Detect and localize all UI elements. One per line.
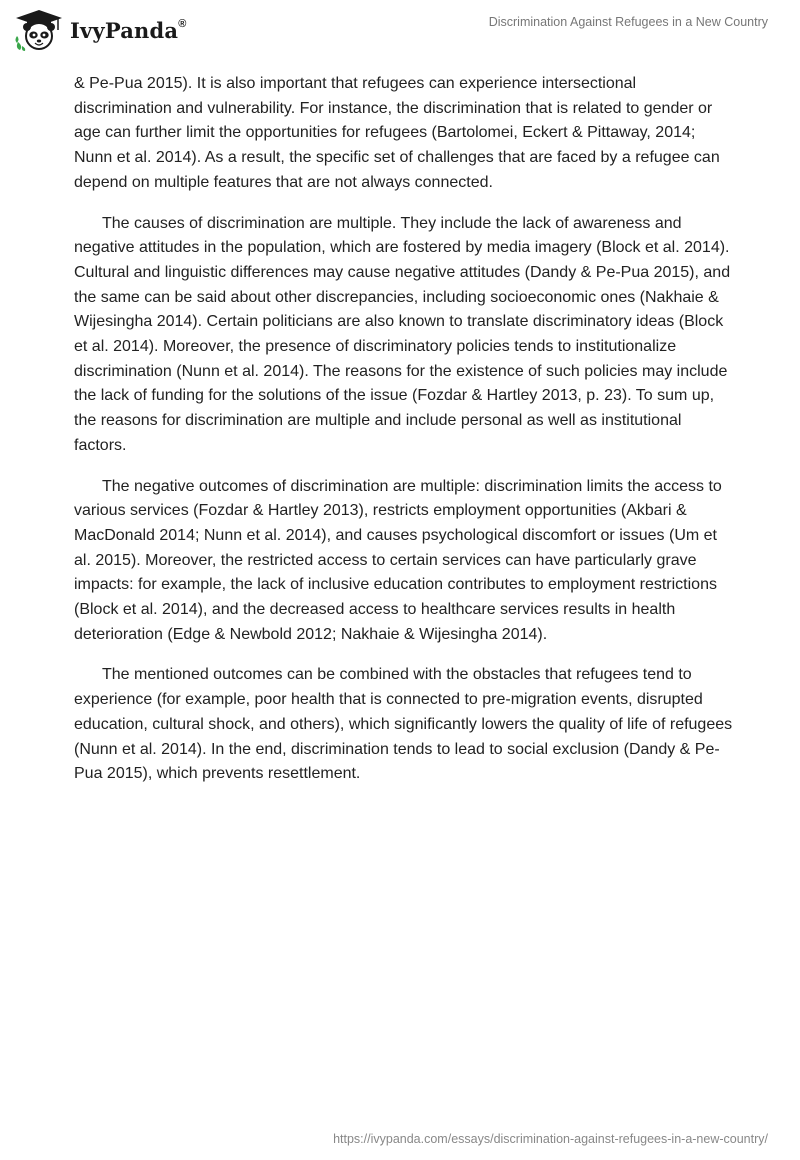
ivypanda-logo[interactable] <box>14 8 187 52</box>
paragraph-outcomes: The negative outcomes of discrimination are multiple: discrimination limits the access to various services (Fozdar & Hartley 2013), restricts employment opportunities (Akbari & MacDonald 2014; Nunn et al. 2014), and causes psychological discomfort or issues (Um et al. 2015). Moreover, the restricted access to certain services can have particularly grave impacts: for example, the lack of inclusive education contributes to employment restrictions (Block et al. 2014), and the decreased access to healthcare services results in health deterioration (Edge & Newbold 2012; Nakhaie & Wijesingha 2014). <box>74 477 722 643</box>
paragraph-continuation: & Pe-Pua 2015). It is also important that refugees can experience intersectional discrimination and vulnerability. For instance, the discrimination that is related to gender or age can further limit the opportunities for refugees (Bartolomei, Eckert & Pittaway, 2014; Nunn et al. 2014). As a result, the specific set of challenges that are faced by a refugee can depend on multiple features that are not always connected. <box>74 75 720 191</box>
panda-graduation-cap-icon <box>14 8 64 52</box>
registered-mark: ® <box>178 17 187 30</box>
logo-wordmark <box>70 18 187 43</box>
document-title: Discrimination Against Refugees in a New Country <box>488 15 768 29</box>
logo-name: IvyPanda <box>70 17 179 43</box>
source-url[interactable]: https://ivypanda.com/essays/discrimination-against-refugees-in-a-new-country/ <box>333 1132 768 1146</box>
paragraph-causes: The causes of discrimination are multiple. They include the lack of awareness and negative attitudes in the population, which are fostered by media imagery (Block et al. 2014). Cultural and linguistic differences may cause negative attitudes (Dandy & Pe-Pua 2015), and the same can be said about other discrepancies, including socioeconomic ones (Nakhaie & Wijesingha 2014). Certain politicians are also known to translate discriminatory ideas (Block et al. 2014). Moreover, the presence of discriminatory policies tends to institutionalize discrimination (Nunn et al. 2014). The reasons for the existence of such policies may include the lack of funding for the solutions of the issue (Fozdar & Hartley 2013, p. 23). To sum up, the reasons for discrimination are multiple and include personal as well as institutional factors. <box>74 214 731 454</box>
page-header <box>0 0 800 60</box>
essay-body <box>74 72 734 803</box>
paragraph-conclusion: The mentioned outcomes can be combined with the obstacles that refugees tend to experience (for example, poor health that is connected to pre-migration events, disrupted education, cultural shock, and others), which significantly lowers the quality of life of refugees (Nunn et al. 2014). In the end, discrimination tends to lead to social exclusion (Dandy & Pe-Pua 2015), which prevents resettlement. <box>74 666 733 783</box>
